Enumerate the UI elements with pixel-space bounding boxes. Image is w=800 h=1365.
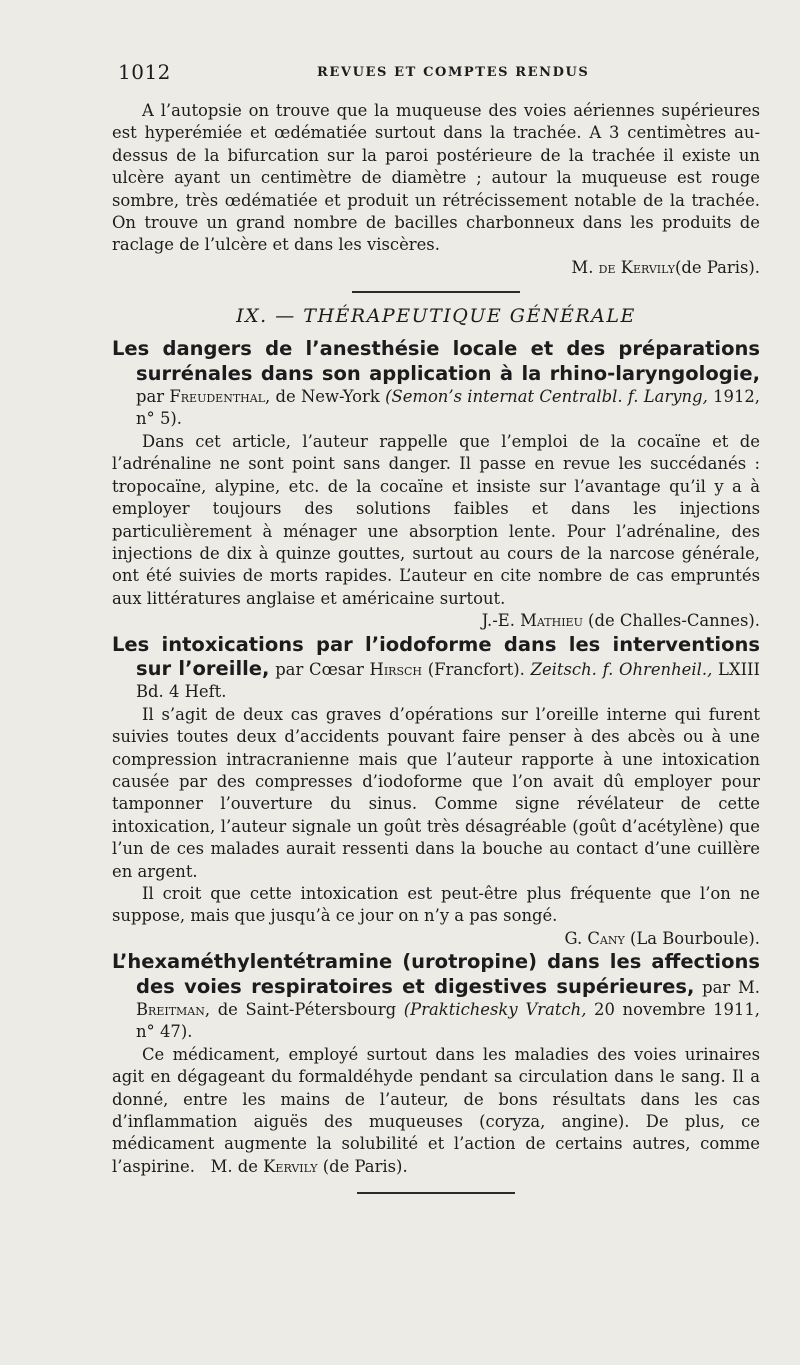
article-1-signature	[112, 610, 760, 632]
article-3-sig-place: (de Paris).	[317, 1156, 408, 1176]
article-1-body: Dans cet article, l’auteur rappelle que l’emploi de la cocaïne et de l’adrénaline ne sont point sans danger. Il passe en revue les succédanés : tropocaïne, alypine, etc. de la cocaïne et insiste sur l’avantage qu’il y a à employer toujours des solutions faibles et dans les injections particulièrement à ménager une absorption lente. Pour l’adrénaline, des injections de dix à quinze gouttes, surtout au cours de la narcose générale, ont été suivies de morts rapides. L’auteur en cite nombre de cas empruntés aux littératures anglaise et américaine surtout.	[112, 431, 760, 608]
article-3-sig-name: Kervily	[263, 1156, 318, 1176]
article-1-sig-initials: J.-E.	[481, 611, 521, 631]
section-title: IX. — THÉRAPEUTIQUE GÉNÉRALE	[236, 305, 636, 328]
section-rule	[352, 291, 520, 293]
article-3-body-text: Ce médicament, employé surtout dans les maladies des voies urinaires agit en dégageant du formaldéhyde pendant sa circulation dans le sang. Il a donné, entre les mains de l’auteur, de bons résultats dans les cas d’inflammation aiguës des muqueuses (coryza, angine). De plus, ce médicament augmente la solubilité et l’action de certains autres, comme l’aspirine.	[112, 1044, 760, 1176]
intro-paragraph: A l’autopsie on trouve que la muqueuse des voies aériennes supérieures est hyperémiée et œdématiée surtout dans la trachée. A 3 centimètres au-dessus de la bifurcation sur la paroi postérieure de la trachée il existe un ulcère ayant un centimètre de diamètre ; autour la muqueuse est rouge sombre, très œdématiée et produit un rétrécissement notable de la trachée. On trouve un grand nombre de bacilles charbonneux dans les produits de raclage de l’ulcère et dans les viscères.	[112, 101, 760, 255]
article-3-issue: 20 novembre 1911, n° 47).	[136, 1000, 760, 1042]
intro-signature-place: (de Paris).	[675, 257, 760, 277]
article-1-by: par	[136, 387, 170, 407]
article-2-sig-place: (La Bourboule).	[624, 928, 760, 948]
article-2-place: (Francfort).	[422, 659, 531, 679]
article-3-title: L’hexaméthylentétramine (urotropine) dans les affections des voies respiratoires et digestives supérieures,	[112, 950, 760, 998]
article-2-heading	[112, 633, 760, 704]
page-number: 1012	[118, 60, 171, 84]
running-title: REVUES ET COMPTES RENDUS	[317, 65, 590, 80]
intro-signature	[112, 257, 760, 279]
article-1-issue: 1912, n° 5).	[136, 387, 761, 429]
article-2-source: Zeitsch. f. Ohrenheil.,	[530, 659, 713, 679]
article-3-source: (Prakticheskу Vratch,	[403, 1000, 587, 1020]
article-1-sig-name: Mathieu	[520, 611, 583, 631]
article-2-sig-initials: G.	[564, 928, 588, 948]
article-3-place: , de Saint-Pétersbourg	[204, 1000, 404, 1020]
intro-signature-name: Kervily	[620, 257, 676, 277]
intro-signature-prefix: M.	[571, 257, 599, 277]
article-1-heading	[112, 337, 760, 431]
text-column	[112, 100, 760, 1194]
article-1-title: Les dangers de l’anesthésie locale et des préparations surrénales dans son application à la rhino-laryngologie,	[112, 337, 760, 385]
article-2	[112, 633, 760, 951]
article-1-author: Freudenthal	[169, 387, 265, 407]
article-2-sig-name: Cany	[587, 928, 625, 948]
article-1-source: (Semon’s internat Centralbl. f. Laryng,	[385, 387, 708, 407]
article-2-body-2: Il croit que cette intoxication est peut-être plus fréquente que l’on ne suppose, mais que jusqu’à ce jour on n’y a pas songé.	[112, 884, 760, 926]
article-3-by: par M.	[694, 977, 760, 997]
intro-signature-particle: de	[598, 257, 616, 277]
article-2-title: Les intoxications par l’iodoforme dans les interventions sur l’oreille,	[112, 632, 760, 680]
page-header	[112, 56, 760, 86]
article-1-sig-place: (de Challes-Cannes).	[582, 611, 760, 631]
article-3-body	[112, 1044, 760, 1178]
article-2-signature	[112, 928, 760, 950]
article-2-body-1: Il s’agit de deux cas graves d’opérations sur l’oreille interne qui furent suivies toutes deux d’accidents pouvant faire penser à des abcès ou à une compression intracranienne mais que l’auteur rapporte à une intoxication causée par des compresses d’iodoforme que l’on avait dû employer pour tamponner l’ouverture du sinus. Comme signe révélateur de cette intoxication, l’auteur signale un goût très désagréable (goût d’acétylène) que l’un de ces malades aurait ressenti dans la bouche au contact d’une cuillère en argent.	[112, 704, 760, 881]
article-2-issue: LXIII Bd. 4 Heft.	[136, 659, 760, 702]
end-rule	[357, 1192, 515, 1194]
article-3-sig-initials: M. de	[210, 1156, 264, 1176]
article-2-author: Hirsch	[369, 659, 423, 679]
article-3-heading	[112, 950, 760, 1044]
article-2-by: par Cœsar	[269, 659, 370, 679]
article-3	[112, 950, 760, 1178]
article-3-author: Breitman	[136, 1000, 205, 1020]
article-1-place: , de New-York	[265, 387, 386, 407]
article-1	[112, 337, 760, 632]
